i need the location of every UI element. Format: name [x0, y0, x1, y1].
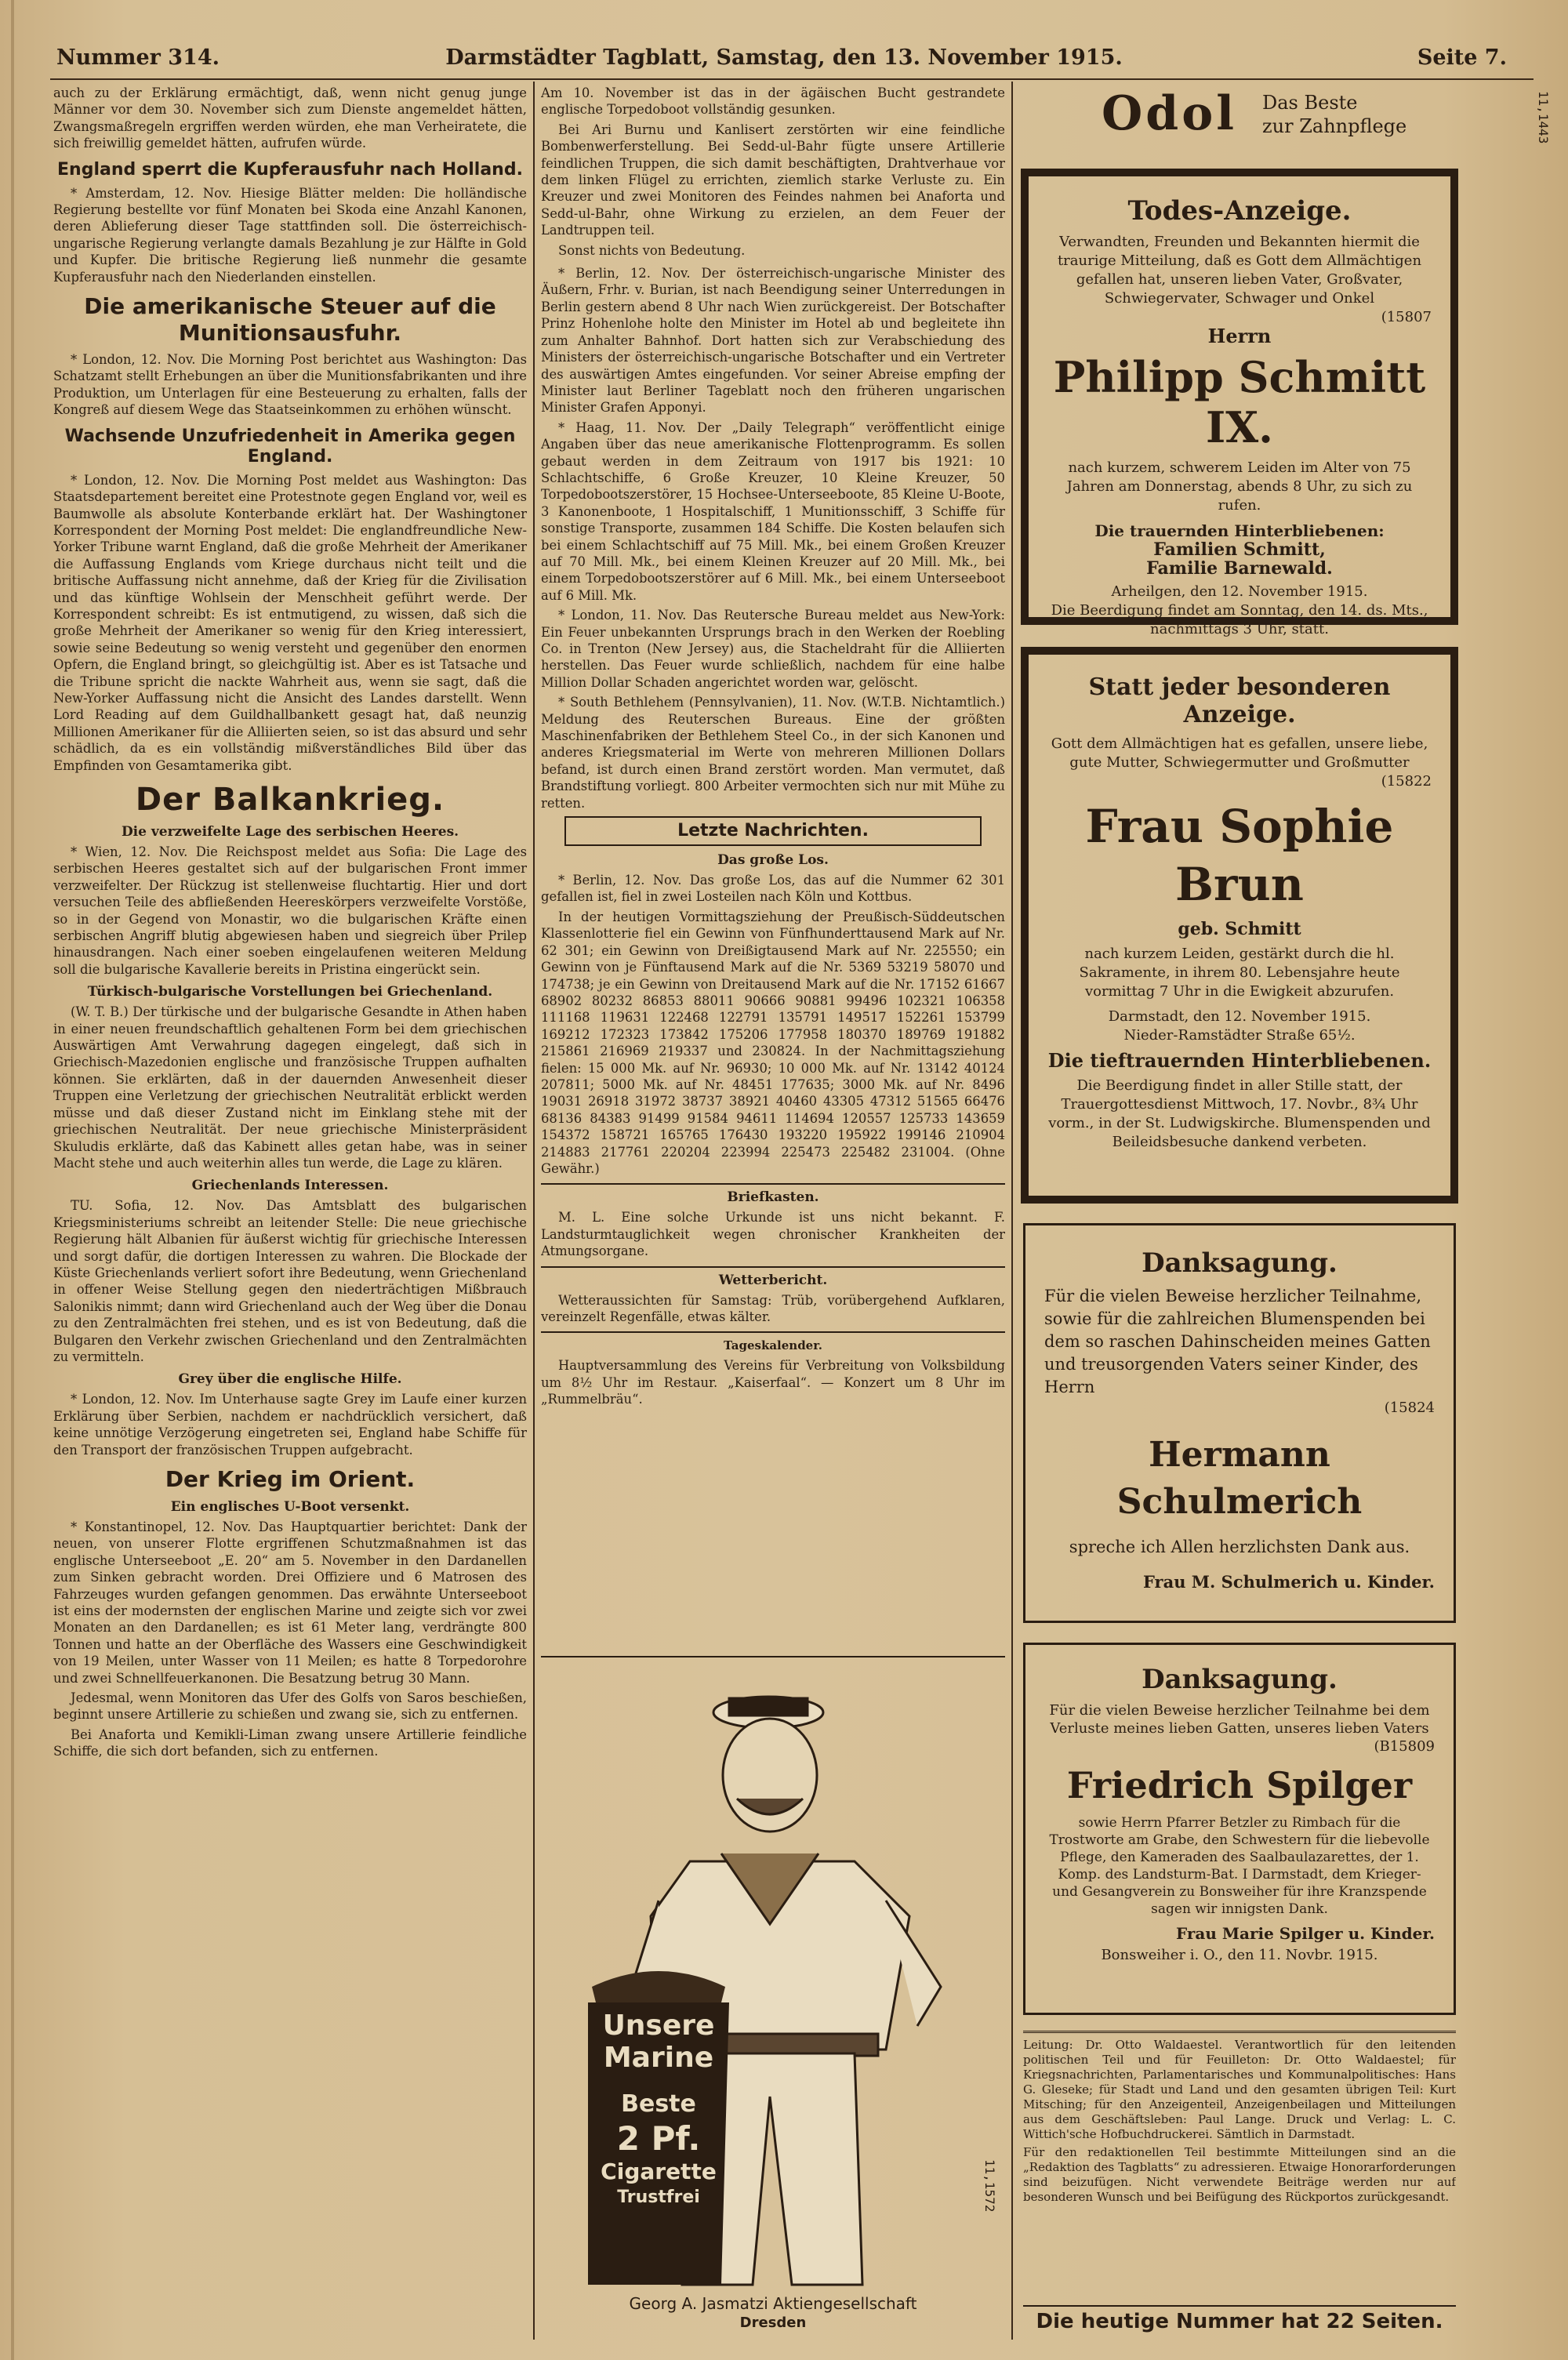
article-title-discontent: Wachsende Unzufriedenheit in Amerika gegen England. — [64, 426, 516, 467]
text-anaforta: Bei Anaforta und Kemikli-Liman zwang unsere Artillerie feindliche Schiffe, die sich dort befanden, sich zu entfernen. — [53, 1726, 527, 1759]
text-torpedo: Am 10. November ist das in der ägäischen Bucht gestrandete englische Torpedoboot vollständig gesunken. — [541, 85, 1005, 118]
subhead-turkish-bulgarian: Türkisch-bulgarische Vorstellungen bei Griechenland. — [87, 984, 493, 1000]
ad-code: 11,1572 — [982, 2159, 997, 2213]
weather-text: Wetteraussichten für Samstag: Trüb, vorübergehend Aufklaren, vereinzelt Regenfälle, etwas kälter. — [541, 1292, 1005, 1324]
brun-mourners: Die tieftrauernden Hinterbliebenen. — [1047, 1049, 1432, 1072]
mailbox-text: M. L. Eine solche Urkunde ist uns nicht bekannt. F. Landsturmtauglichkeit wegen chronischer Krankheiten der Atmungsorgane. — [541, 1210, 1005, 1259]
text-burian: * Berlin, 12. Nov. Der österreichisch-ungarische Minister des Äußern, Frhr. v. Burian, ist nach Beendigung seiner Unterredungen in Berlin gestern abend 8 Uhr nach Wien zurückgereist. Der Botschafter Prinz Hohenlohe holte den Minister im Hotel ab und begleitete ihn zum Anhalter Bahnhof. Dort hatten sich zur Verabschiedung des Ministers der österreichisch-ungarische Botschafter und ein Vertreter des auswärtigen Amtes eingefunden. Vor seiner Abreise empfing der Minister laut Berliner Tageblatt noch den früheren ungarischen Minister Grafen Apponyi. — [541, 266, 1005, 416]
thanks-place-2: Bonsweiher i. O., den 11. Novbr. 1915. — [1101, 1947, 1378, 1963]
death-notice-title: Todes-Anzeige. — [1127, 195, 1352, 227]
imprint-text-2: Für den redaktionellen Teil bestimmte Mitteilungen sind an die „Redaktion des Tagblatts“ zu adressieren. Etwaige Honorarforderungen sind beizufügen. Nicht verwendete Beiträge werden nur auf besonderen Wunsch und bei Beifügung des Rückportos zurückgesandt. — [1023, 2145, 1456, 2204]
deceased-name-schulmerich: Hermann Schulmerich — [1116, 1435, 1363, 1522]
issue-number: Nummer 314. — [56, 45, 220, 70]
ad-city: Dresden — [739, 2315, 807, 2331]
article-text-discontent: * London, 12. Nov. Die Morning Post meldet aus Washington: Das Staatsdepartement bereitet eine Protestnote gegen England vor, weil es Baumwolle als absolute Konterbande erklärt hat. Der Washingtoner Korrespondent der Morning Post meldet: Die englandfreundliche New-Yorker Tribune warnt England, daß die große Mehrheit der Amerikaner die Auffassung Englands vom Kriege durchaus nicht teilt und die britische Auffassung nicht annehme, daß der Krieg für die Zivilisation und das künftige Wohlsein der Menschheit geführt werde. Der Korrespondent schreibt: Es ist entmutigend, zu wissen, daß sich die große Mehrheit der Amerikaner so wenig für den Krieg interessiert, sowie seine Bedeutung so wenig versteht und gegenüber den enormen Opfern, die England bringt, so gleichgültig ist. Aber es ist Tatsache und die Tribune spricht die nackte Wahrheit aus, wenn sie sagt, daß die New-Yorker Auffassung nicht die Ansicht des Landes darstellt. Wenn Lord Reading auf dem Guildhallbankett gesagt hat, daß neunzig Millionen Amerikaner für die Alliierten seien, so ist das absurd und sehr schädlich, da es ein vollständig mißverständliches Bild über das Empfinden von Gesamtamerika gibt. — [53, 472, 527, 773]
article-text-copper: * Amsterdam, 12. Nov. Hiesige Blätter melden: Die holländische Regierung bestellte vor fünf Monaten bei Skoda eine Anzahl Kanonen, deren Ablieferung dieser Tage stattfinden soll. Die österreichisch-ungarische Regierung verlangte damals Bezahlung je zur Hälfte in Gold und Kupfer. Die britische Regierung ließ nunmehr die gesamte Kupferausfuhr nach den Niederlanden einstellen. — [53, 185, 527, 285]
thanks-phrase-1: spreche ich Allen herzlichsten Dank aus. — [1069, 1538, 1410, 1556]
column-2 — [541, 85, 1005, 1488]
mailbox-title: Briefkasten. — [541, 1183, 1005, 1206]
text-roebling: * London, 11. Nov. Das Reutersche Bureau meldet aus New-York: Ein Feuer unbekannten Ursprungs brach in den Werken der Roebling Co. in Trenton (New Jersey) aus, die Stacheldraht für die Alliierten herstellen. Das Feuer wurde schließlich, nachdem für eine halbe Million Dollar Schaden angerichtet worden war, gelöscht. — [541, 608, 1005, 690]
text-turkish-bulgarian: (W. T. B.) Der türkische und der bulgarische Gesandte in Athen haben in einer neuen freundschaftlich gehaltenen Form bei dem griechischen Auswärtigen Amt Verwahrung dagegen eingelegt, daß sich in Griechisch-Mazedonien englische und französische Truppen aufhalten können. Sie erklärten, daß in der dauernden Anwesenheit dieser Truppen eine Verletzung der griechischen Neutralität erblickt werden müsse und daß dieser Zustand nicht im Einklang stehe mit der griechischen Neutralität. Der neue griechische Ministerpräsident Skuludis erklärte, daß das Kabinett alles getan habe, was in seiner Macht stehe und auch weiterhin alles tun werde, die Lage zu klären. — [53, 1004, 527, 1171]
odol-code: 11,1443 — [1536, 91, 1551, 144]
thanks-code-1: (15824 — [1384, 1400, 1435, 1416]
text-nothing: Sonst nichts von Bedeutung. — [558, 242, 746, 258]
place-date-brun: Darmstadt, den 12. November 1915. — [1108, 1008, 1371, 1025]
masthead: Darmstädter Tagblatt, Samstag, den 13. November 1915. — [445, 45, 1123, 70]
thanks-schulmerich — [1023, 1223, 1456, 1623]
brun-notice-text-2: nach kurzem Leiden, gestärkt durch die hl. Sakramente, in ihrem 80. Lebensjahre heute vormittag 7 Uhr in die Ewigkeit abzurufen. — [1079, 946, 1400, 1000]
death-notice-text: Verwandten, Freunden und Bekannten hiermit die traurige Mitteilung, daß es Gott dem Allmächtigen gefallen hat, unseren lieben Vater, Großvater, Schwiegervater, Schwager und Onkel — [1057, 234, 1422, 307]
subhead-uboat: Ein englisches U-Boot versenkt. — [170, 1499, 410, 1515]
subhead-grey: Grey über die englische Hilfe. — [178, 1371, 402, 1388]
brun-notice-text: Gott dem Allmächtigen hat es gefallen, unsere liebe, gute Mutter, Schwiegermutter und Großmutter — [1051, 735, 1428, 771]
latest-news-title: Letzte Nachrichten. — [677, 821, 869, 841]
thanks-title-1: Danksagung. — [1142, 1247, 1338, 1279]
header-rule — [50, 78, 1534, 80]
brun-notice-code: (15822 — [1381, 773, 1432, 790]
place-date-schmitt: Arheilgen, den 12. November 1915. — [1111, 583, 1368, 600]
subhead-serbian: Die verzweifelte Lage des serbischen Heeres. — [121, 824, 459, 840]
thanks-text-2: Für die vielen Beweise herzlicher Teilnahme bei dem Verluste meines lieben Gatten, unseres lieben Vaters — [1049, 1702, 1430, 1737]
section-title-balkan: Der Balkankrieg. — [135, 782, 445, 818]
text-uboat: * Konstantinopel, 12. Nov. Das Hauptquartier berichtet: Dank der neuen, von unserer Flotte ergriffenen Schutzmaßnahmen ist das englische Unterseeboot „E. 20“ am 5. November in den Dardanellen zum Sinken gebracht worden. Drei Offiziere und 6 Matrosen des Fahrzeuges wurden gefangen genommen. Das erwähnte Unterseeboot ist eins der modernsten der englischen Marine und zeigte sich vor zwei Monaten an den Dardanellen; es ist 61 Meter lang, verdrängte 800 Tonnen und hatte an der Oberfläche des Wassers eine Geschwindigkeit von 19 Meilen, unter Wasser von 11 Meilen; es hatte 8 Torpedorohre und zwei Schnellfeuerkanonen. Die Besatzung betrug 30 Mann. — [53, 1519, 527, 1686]
address-brun: Nieder-Ramstädter Straße 65½. — [1123, 1027, 1356, 1044]
text-saros: Jedesmal, wenn Monitoren das Ufer des Golfs von Saros beschießen, beginnt unsere Artillerie zu schießen und zwang sie, sich zu entfernen. — [53, 1690, 527, 1723]
calendar-title: Tageskalender. — [541, 1331, 1005, 1354]
thanks-text-1: Für die vielen Beweise herzlicher Teilnahme, sowie für die zahlreichen Blumenspenden bei dem so raschen Dahinscheiden meines Gatten und treusorgenden Vaters seiner Kinder, des Herrn — [1044, 1287, 1431, 1396]
odol-brand: Odol — [1102, 86, 1238, 141]
article-title-copper: England sperrt die Kupferausfuhr nach Holland. — [57, 159, 523, 180]
cigarette-label: Unsere Marine Beste 2 Pf. Cigarette Trustfrei — [601, 2010, 717, 2207]
page-count: Die heutige Nummer hat 22 Seiten. — [1023, 2305, 1456, 2333]
death-notice-code: (15807 — [1381, 309, 1432, 325]
thanks-sign-1: Frau M. Schulmerich u. Kinder. — [1143, 1572, 1435, 1592]
article-title-tax: Die amerikanische Steuer auf die Munitionsausfuhr. — [84, 293, 496, 347]
family-1: Familien Schmitt, — [1153, 539, 1326, 560]
text-lottery-2: In der heutigen Vormittagsziehung der Preußisch-Süddeutschen Klassenlotterie fiel ein Gewinn von Fünfhunderttausend Mark auf Nr. 62 301; ein Gewinn von Dreißigtausend Mark auf Nr. 225550; ein Gewinn von je Fünftausend Mark auf die Nr. 5369 53219 58070 und 174738; je ein Gewinn von Dreitausend Mark auf die Nr. 17152 61667 68902 80232 86853 88011 90666 90881 99496 102321 106358 111168 119631 122468 122791 135791 149517 152261 153799 169212 172323 173842 175206 177958 180370 189769 191882 215861 216969 219337 und 230824. In der Nachmittagsziehung fielen: 15 000 Mk. auf Nr. 96930; 10 000 Mk. auf Nr. 13142 40124 207811; 5000 Mk. auf Nr. 48451 177635; 3000 Mk. auf Nr. 8496 19031 26918 31972 38737 38921 40460 43305 47312 51565 66476 68136 84383 91499 91584 94611 114694 120557 125733 143659 154372 158721 165765 176430 193220 195922 199146 210904 214883 217761 220204 223994 225473 225482 231004. (Ohne Gewähr.) — [541, 909, 1005, 1176]
sailor-illustration — [541, 1657, 1005, 2340]
text-lottery-1: * Berlin, 12. Nov. Das große Los, das auf die Nummer 62 301 gefallen ist, fiel in zwei Losteilen nach Köln und Kottbus. — [541, 873, 1005, 905]
thanks-title-2: Danksagung. — [1142, 1664, 1338, 1695]
death-notice-brun — [1021, 647, 1458, 1204]
subhead-greece: Griechenlands Interessen. — [191, 1178, 389, 1194]
burial-brun: Die Beerdigung findet in aller Stille statt, der Trauergottesdienst Mittwoch, 17. Novbr., 8¾ Uhr vorm., in der St. Ludwigskirche. Blumenspenden und Beileidsbesuche dankend verbeten. — [1048, 1077, 1431, 1150]
thanks-code-2: (B15809 — [1374, 1738, 1435, 1755]
text-bethlehem: * South Bethlehem (Pennsylvanien), 11. Nov. (W.T.B. Nichtamtlich.) Meldung des Reuterschen Bureaus. Eine der größten Maschinenfabriken der Bethlehem Steel Co., in der sich Kanonen und anderes Kriegsmaterial im Werte von mehreren Millionen Dollars befand, ist durch einen Brand zerstört worden. Man vermutet, daß Brandstiftung vorliegt. 800 Arbeiter vermochten sich nur mit Mühe zu retten. — [541, 695, 1005, 811]
text-serbian: * Wien, 12. Nov. Die Reichspost meldet aus Sofia: Die Lage des serbischen Heeres gestaltet sich auf der bulgarischen Front immer verzweifelter. Der Rückzug ist stellenweise fluchtartig. Hier und dort versuchen Teile des abfließenden Heereskörpers verzweifelte Vorstöße, so in der Gegend von Monastir, wo die bulgarischen Kräfte einen serbischen Angriff blutig abgewiesen haben und siegreich über Prilep hinausdrangen. Nach einer soeben eingelaufenen weiteren Meldung soll die bulgarische Kavallerie bereits in Pristina eingerückt sein. — [53, 844, 527, 977]
text-fleet-program: * Haag, 11. Nov. Der „Daily Telegraph“ veröffentlicht einige Angaben über das neue amerikanische Flottenprogramm. Es sollen gebaut werden in dem Zeitraum von 1917 bis 1921: 10 Schlachtschiffe, 6 Große Kreuzer, 10 Kleine Kreuzer, 50 Torpedobootszerstörer, 15 Hochsee-Unterseeboote, 85 Kleine U-Boote, 3 Kanonenboote, 1 Hospitalschiff, 1 Munitionsschiff, 3 Schiffe für sonstige Transporte, zusammen 184 Schiffe. Die Kosten belaufen sich bei einem Schlachtschiff auf 75 Mill. Mk., bei einem Großen Kreuzer auf 70 Mill. Mk., bei einem Kleinen Kreuzer auf 20 Mill. Mk., bei einem Torpedobootszerstörer auf 6 Mill. Mk., bei einem Unterseeboot auf 6 Mill. Mk. — [541, 419, 1005, 603]
brun-notice-title: Statt jeder besonderen Anzeige. — [1088, 674, 1391, 728]
cigarette-ad — [541, 1656, 1005, 2340]
death-notice-text-2: nach kurzem, schwerem Leiden im Alter von 75 Jahren am Donnerstag, abends 8 Uhr, zu sich zu rufen. — [1066, 459, 1413, 514]
odol-ad — [1023, 85, 1462, 147]
article-text-tax: * London, 12. Nov. Die Morning Post berichtet aus Washington: Das Schatzamt stellt Erhebungen an über die Munitionsfabrikanten und ihre Produktion, um Unterlagen für eine Besteuerung zu erhalten, falls der Kongreß auf diesem Wege das Staatseinkommen zu erhöhen wünscht. — [53, 352, 527, 418]
intro-text: auch zu der Erklärung ermächtigt, daß, wenn nicht genug junge Männer vor dem 30. November sich zum Dienste angemeldet hätten, Zwangsmaßregeln ergriffen werden würden, ehe man Verheiratete, die sich freiwillig gemeldet hätten, aufrufen würde. — [53, 85, 527, 151]
paper-edge — [11, 0, 14, 2360]
brun-maiden-name: geb. Schmitt — [1178, 919, 1301, 939]
burial-schmitt: Die Beerdigung findet am Sonntag, den 14. ds. Mts., nachmittags 3 Uhr, statt. — [1051, 602, 1428, 637]
weather-title: Wetterbericht. — [541, 1266, 1005, 1289]
calendar-text: Hauptversammlung des Vereins für Verbreitung von Volksbildung um 8½ Uhr im Restaur. „Kaiserfaal“. — Konzert um 8 Uhr im „Rummelbräu“. — [541, 1358, 1005, 1407]
subhead-lottery: Das große Los. — [717, 852, 829, 869]
deceased-name-schmitt: Philipp Schmitt IX. — [1053, 352, 1426, 452]
thanks-sign-2: Frau Marie Spilger u. Kinder. — [1176, 1924, 1435, 1943]
page-header — [47, 45, 1521, 77]
thanks-text-2b: sowie Herrn Pfarrer Betzler zu Rimbach für die Trostworte am Grabe, den Schwestern für die liebevolle Pflege, den Kameraden des Saalbaulazarettes, der 1. Komp. des Landsturm-Bat. I Darmstadt, dem Krieger- und Gesangverein zu Bonsweiher für ihre Kranzspende sagen wir innigsten Dank. — [1049, 1815, 1430, 1917]
family-2: Familie Barnewald. — [1146, 558, 1333, 579]
column-rule-2 — [1011, 82, 1013, 2340]
death-notice-schmitt — [1021, 169, 1458, 637]
imprint-text: Leitung: Dr. Otto Waldaestel. Verantwortlich für den leitenden politischen Teil und für Feuilleton: Dr. Otto Waldaestel; für Kriegsnachrichten, Parlamentarisches und Kommunalpolitisches: Hans G. Gleseke; für Stadt und Land und den gesamten übrigen Teil: Kurt Mitsching; für den Anzeigenteil, Anzeigenbeilagen und Mitteilungen aus dem Geschäftsleben: Paul Lange. Druck und Verlag: L. C. Wittich'sche Hofbuchdruckerei. Sämtlich in Darmstadt. — [1023, 2038, 1456, 2141]
deceased-name-brun: Frau Sophie Brun — [1085, 800, 1394, 911]
deceased-name-spilger: Friedrich Spilger — [1066, 1764, 1413, 1806]
text-ari-burnu: Bei Ari Burnu und Kanlisert zerstörten wir eine feindliche Bombenwerferstellung. Bei Sedd-ul-Bahr fügte unsere Artillerie feindlichen Truppen, die sich damit beschäftigten, Drahtverhaue vor dem linken Flügel zu errichten, ziemlich starke Verluste zu. Ein Kreuzer und zwei Monitoren des Feindes nahmen bei Anaforta und Sedd-ul-Bahr, ohne Wirkung zu erzielen, an dem Feuer der Landtruppen teil. — [541, 122, 1005, 238]
imprint — [1023, 2031, 1456, 2296]
death-notice-herrn: Herrn — [1207, 325, 1272, 347]
page-number: Seite 7. — [1417, 45, 1507, 70]
text-grey: * London, 12. Nov. Im Unterhause sagte Grey im Laufe einer kurzen Erklärung über Serbien, nachdem er nachdrücklich versichert, daß keine unnötige Verzögerung eingetreten sei, England habe Schiffe für den Transport der französischen Truppen aufgebracht. — [53, 1392, 527, 1458]
odol-tagline: Das Beste zur Zahnpflege — [1262, 92, 1407, 137]
mourners-label: Die trauernden Hinterbliebenen: — [1094, 521, 1385, 540]
latest-news-box — [564, 816, 982, 846]
text-greece: TU. Sofia, 12. Nov. Das Amtsblatt des bulgarischen Kriegsministeriums schreibt an leitender Stelle: Die neue griechische Regierung hält Albanien für äußerst wichtig für griechische Interessen und sorgt dafür, die dortigen Interessen zu wahren. Die Blockade der Küste Griechenlands verliert sofort ihre Bedeutung, wenn Griechenland in offener Weise Stellung gegen den niederträchtigen Mißbrauch Salonikis nimmt; dann wird Griechenland auch der Weg über die Donau zu den Zentralmächten frei stehen, und es ist von Bedeutung, daß die Bulgaren den Verkehr zwischen Griechenland und den Zentralmächten zu vermitteln. — [53, 1198, 527, 1364]
thanks-spilger — [1023, 1643, 1456, 2015]
section-title-orient: Der Krieg im Orient. — [165, 1466, 416, 1492]
column-1 — [53, 85, 527, 2343]
column-rule-1 — [533, 82, 535, 2340]
ad-company: Georg A. Jasmatzi Aktiengesellschaft — [629, 2294, 917, 2313]
